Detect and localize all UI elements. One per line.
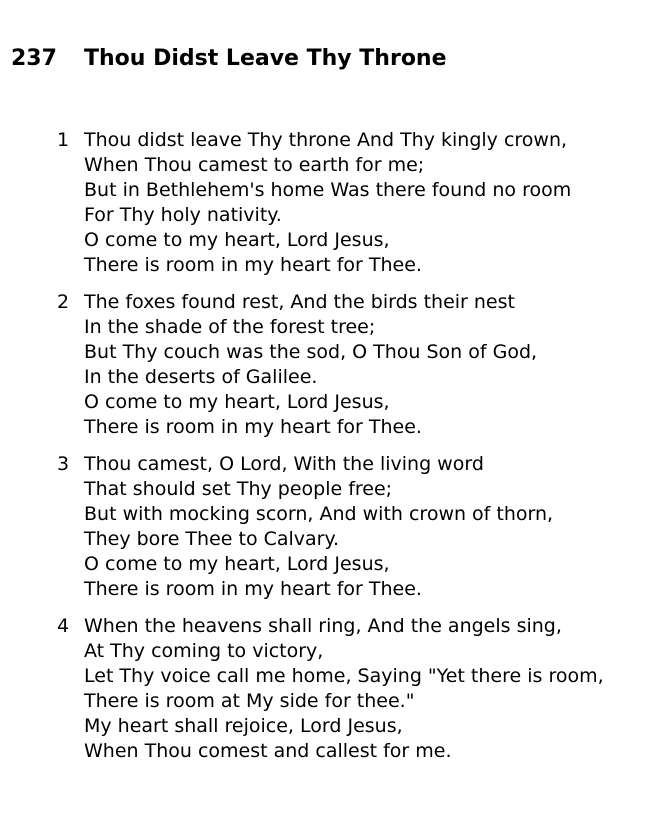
hymn-title: Thou Didst Leave Thy Throne (84, 46, 447, 71)
verse-number: 3 (57, 453, 70, 475)
verse (0, 290, 658, 440)
verse (0, 128, 658, 278)
verse-lines (84, 614, 658, 764)
verses (0, 128, 658, 776)
verse-line: But Thy couch was the sod, O Thou Son of God, (84, 341, 538, 363)
verse-number: 2 (57, 291, 70, 313)
hymn-header (11, 44, 447, 74)
verse (0, 452, 658, 602)
verse-line: The foxes found rest, And the birds their nest (84, 291, 515, 313)
verse-line: My heart shall rejoice, Lord Jesus, (84, 715, 403, 737)
verse-line: There is room in my heart for Thee. (84, 416, 422, 438)
verse-line: There is room at My side for thee." (84, 690, 415, 712)
verse-line: In the shade of the forest tree; (84, 316, 376, 338)
verse-line: At Thy coming to victory, (84, 640, 324, 662)
verse-lines (84, 128, 658, 278)
hymn-number: 237 (11, 46, 57, 71)
verse-line: Thou didst leave Thy throne And Thy kingly crown, (84, 129, 568, 151)
verse-line: When Thou comest and callest for me. (84, 740, 452, 762)
verse-line: In the deserts of Galilee. (84, 366, 318, 388)
verse-line: But with mocking scorn, And with crown of thorn, (84, 503, 554, 525)
verse-number: 4 (57, 615, 70, 637)
verse-line: That should set Thy people free; (84, 478, 393, 500)
verse-line: O come to my heart, Lord Jesus, (84, 391, 390, 413)
verse-lines (84, 452, 658, 602)
verse-line: For Thy holy nativity. (84, 204, 282, 226)
verse-line: When Thou camest to earth for me; (84, 154, 425, 176)
verse-line: There is room in my heart for Thee. (84, 578, 422, 600)
verse-line: Let Thy voice call me home, Saying "Yet there is room, (84, 665, 604, 687)
verse-line: O come to my heart, Lord Jesus, (84, 553, 390, 575)
verse-number: 1 (57, 129, 70, 151)
verse-line: Thou camest, O Lord, With the living word (84, 453, 484, 475)
verse-line: But in Bethlehem's home Was there found no room (84, 179, 572, 201)
verse-line: There is room in my heart for Thee. (84, 254, 422, 276)
verse-line: O come to my heart, Lord Jesus, (84, 229, 390, 251)
verse-line: They bore Thee to Calvary. (84, 528, 340, 550)
verse (0, 614, 658, 764)
verse-lines (84, 290, 658, 440)
verse-line: When the heavens shall ring, And the angels sing, (84, 615, 562, 637)
